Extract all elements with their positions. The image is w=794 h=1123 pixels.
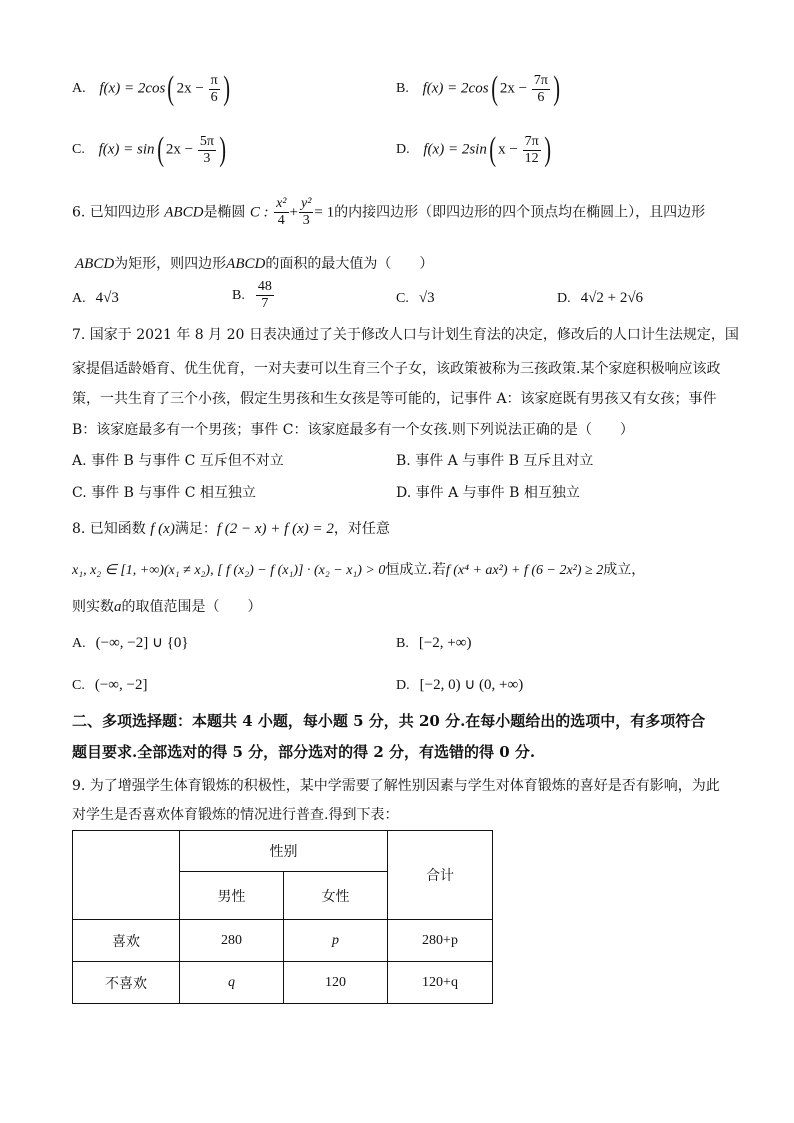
q8-option-d[interactable]: D. [−2, 0) ∪ (0, +∞)	[396, 677, 524, 693]
q6-option-b[interactable]: B. $\frac{48}{7}$	[232, 279, 272, 311]
table-cell: 280	[180, 920, 284, 962]
q6-option-d[interactable]: D. 4√2 + 2√6	[557, 290, 644, 306]
q7-option-b[interactable]: B. 事件 A 与事件 B 互斥且对立	[396, 453, 594, 469]
q6-option-a[interactable]: A. 4√3	[72, 290, 119, 306]
q7-option-c[interactable]: C. 事件 B 与事件 C 相互独立	[72, 485, 256, 501]
q5-option-b[interactable]: B. f(x) = 2cos( 2x − $\frac{7\pi}{6}$ )	[396, 70, 560, 107]
fraction: $\frac{7\pi}{12}$	[524, 133, 539, 166]
table-cell: 120+q	[388, 962, 493, 1004]
q9-stem-line1: 9. 为了增强学生体育锻炼的积极性，某中学需要了解性别因素与学生对体育锻炼的喜好是否有影响，为此	[72, 778, 720, 794]
q5-option-d[interactable]: D. f(x) = 2sin( x − $\frac{7\pi}{12}$ )	[396, 131, 551, 168]
fraction: $\frac{5\pi}{3}$	[199, 133, 214, 166]
fraction: $\frac{\text{y²}}{3}$	[300, 196, 312, 228]
table-header-female: 女性	[284, 872, 388, 920]
q8-option-a[interactable]: A. (−∞, −2] ∪ {0}	[72, 635, 189, 651]
contingency-table	[72, 830, 493, 1004]
section-heading-line2: 题目要求.全部选对的得 5 分，部分选对的得 2 分，有选错的得 0 分.	[72, 743, 536, 761]
table-header-total: 合计	[388, 831, 493, 920]
fraction: $\frac{\pi}{6}$	[210, 72, 218, 105]
option-label: A.	[72, 81, 86, 97]
q7-stem-line2: 家提倡适龄婚育、优生优育，一对夫妻可以生育三个子女，该政策被称为三孩政策.某个家庭积极响应该政	[72, 361, 721, 377]
fraction: $\frac{7\pi}{6}$	[533, 72, 548, 105]
q7-stem-line4: B：该家庭最多有一个男孩；事件 C：该家庭最多有一个女孩.则下列说法正确的是（ ）	[72, 422, 634, 438]
table-header-male: 男性	[180, 872, 284, 920]
q7-option-d[interactable]: D. 事件 A 与事件 B 相互独立	[396, 485, 580, 501]
q8-stem-line2: x₁, x₂ ∈ [1, +∞)(x₁ ≠ x₂), [ f (x₂) − f (x₁)] · (x₂ − x₁) > 0恒成立.若f (x⁴ + ax²) + f (6 − 2x²) ≥ 2成立，	[72, 562, 646, 578]
q7-stem-line3: 策，一共生育了三个小孩，假定生男孩和生女孩是等可能的，记事件 A：该家庭既有男孩又有女孩；事件	[72, 391, 717, 407]
table-cell: 120	[284, 962, 388, 1004]
table-header-gender: 性别	[180, 831, 388, 872]
q8-option-c[interactable]: C. (−∞, −2]	[72, 677, 148, 693]
table-cell: p	[284, 920, 388, 962]
q7-option-a[interactable]: A. 事件 B 与事件 C 互斥但不对立	[72, 453, 284, 469]
table-row-label: 喜欢	[73, 920, 180, 962]
table-row-label: 不喜欢	[73, 962, 180, 1004]
section-heading-line1: 二、多项选择题：本题共 4 小题，每小题 5 分，共 20 分.在每小题给出的选项中，有多项符合	[72, 712, 706, 730]
q6-stem-line1: 6. 已知四边形 ABCD是椭圆 C : $\frac{\text{x²}}{4}$ + $\frac{\text{y²}}{3}$ = 1的内接四边形（即四边形的四个顶点均在椭圆上），且四边形	[72, 196, 706, 228]
table-corner-cell	[73, 831, 180, 920]
q9-stem-line2: 对学生是否喜欢体育锻炼的情况进行普查.得到下表：	[72, 807, 399, 823]
table-row	[73, 962, 493, 1004]
fraction: $\frac{\text{x²}}{4}$	[276, 196, 287, 228]
q8-stem-line1: 8. 已知函数 f (x)满足：f (2 − x) + f (x) = 2，对任意	[72, 521, 390, 537]
table-cell: q	[180, 962, 284, 1004]
q6-option-c[interactable]: C. √3	[396, 290, 435, 306]
table-row	[73, 920, 493, 962]
q8-option-b[interactable]: B. [−2, +∞)	[396, 635, 472, 651]
q8-stem-line3: 则实数a的取值范围是（ ）	[72, 599, 262, 615]
q6-stem-line2: ABCD为矩形，则四边形ABCD的面积的最大值为（ ）	[75, 256, 434, 272]
q5-option-c[interactable]: C. f(x) = sin( 2x − $\frac{5\pi}{3}$ )	[72, 131, 226, 168]
q5-option-a[interactable]: A. f(x) = 2cos( 2x − $\frac{\pi}{6}$ )	[72, 70, 230, 107]
table-cell: 280+p	[388, 920, 493, 962]
q7-stem-line1: 7. 国家于 2021 年 8 月 20 日表决通过了关于修改人口与计划生育法的决定，修改后的人口计生法规定，国	[72, 327, 739, 343]
